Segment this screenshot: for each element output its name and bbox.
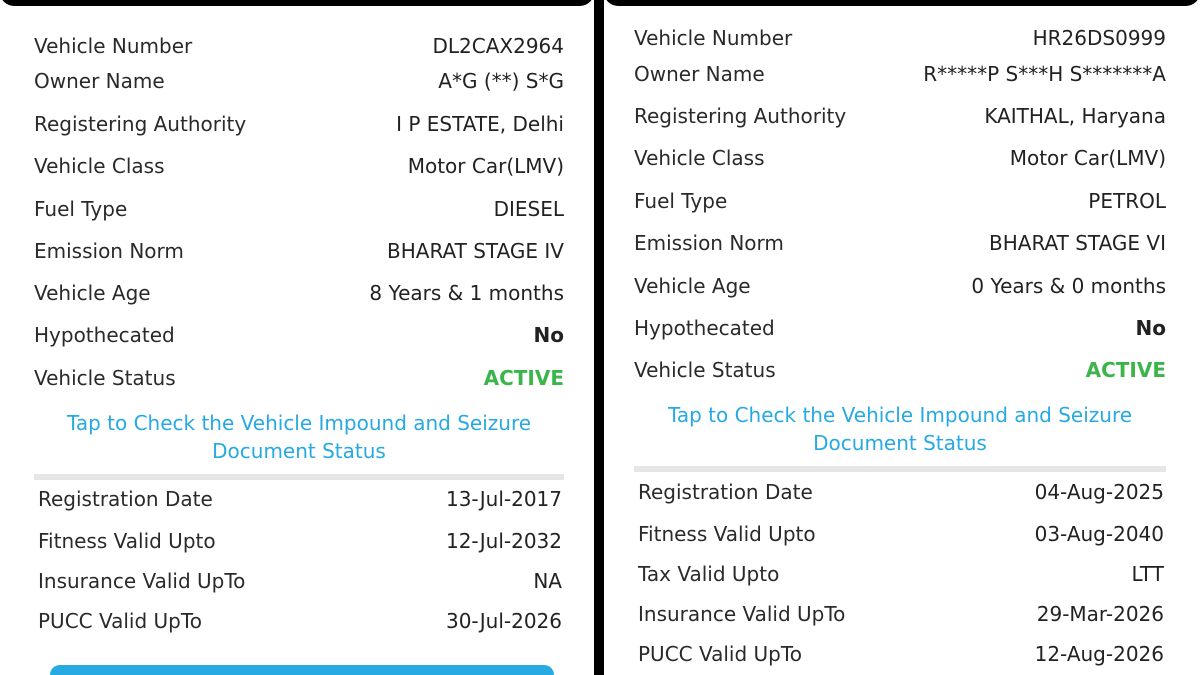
detail-label: Vehicle Status: [634, 358, 776, 382]
detail-row-vehicle-number: [34, 31, 564, 61]
impound-seizure-status-link[interactable]: [34, 409, 564, 465]
link-line-2: Document Status: [813, 431, 987, 455]
link-line-2: Document Status: [212, 439, 386, 463]
detail-value: No: [1135, 316, 1166, 340]
detail-label: Fuel Type: [634, 189, 728, 213]
detail-value: DIESEL: [493, 197, 564, 221]
detail-label: Vehicle Class: [634, 146, 765, 170]
vehicle-details-panel-right: [604, 0, 1200, 675]
detail-row-fuel-type: [34, 194, 564, 224]
vehicle-details-card: [34, 0, 564, 675]
detail-label: Owner Name: [634, 62, 765, 86]
detail-row-emission-norm: [634, 228, 1166, 258]
detail-row-vehicle-age: [634, 271, 1166, 301]
validity-label: Fitness Valid Upto: [638, 522, 816, 546]
link-line-1: Tap to Check the Vehicle Impound and Seizure: [667, 403, 1133, 427]
validity-value: 29-Mar-2026: [1036, 602, 1164, 626]
detail-label: Vehicle Class: [34, 154, 165, 178]
detail-label: Owner Name: [34, 69, 165, 93]
detail-value: DL2CAX2964: [432, 34, 564, 58]
validity-label: PUCC Valid UpTo: [38, 609, 202, 633]
detail-label: Registering Authority: [34, 112, 247, 136]
validity-label: Registration Date: [638, 480, 813, 504]
detail-row-vehicle-status: [34, 363, 564, 393]
detail-value: KAITHAL, Haryana: [984, 104, 1166, 128]
detail-row-hypothecated: [34, 320, 564, 350]
detail-label: Vehicle Number: [34, 34, 193, 58]
validity-label: Fitness Valid Upto: [38, 529, 216, 553]
detail-value: R*****P S***H S*******A: [923, 62, 1166, 86]
detail-label: Emission Norm: [34, 239, 184, 263]
validity-label: Insurance Valid UpTo: [638, 602, 846, 626]
detail-value: No: [533, 323, 564, 347]
detail-value: I P ESTATE, Delhi: [396, 112, 564, 136]
vehicle-details-card: [634, 0, 1166, 675]
detail-value: PETROL: [1088, 189, 1166, 213]
vehicle-details-panel-left: [0, 0, 594, 675]
detail-row-owner-name: [34, 66, 564, 96]
detail-row-fuel-type: [634, 186, 1166, 216]
detail-row-hypothecated: [634, 313, 1166, 343]
detail-value: A*G (**) S*G: [438, 69, 564, 93]
validity-row-fitness: [38, 526, 562, 556]
detail-value: 0 Years & 0 months: [971, 274, 1166, 298]
validity-row-insurance: [38, 566, 562, 596]
link-line-1: Tap to Check the Vehicle Impound and Seizure: [66, 411, 532, 435]
validity-row-registration-date: [38, 484, 562, 514]
validity-row-fitness: [638, 519, 1164, 549]
detail-label: Vehicle Status: [34, 366, 176, 390]
detail-row-registering-authority: [34, 109, 564, 139]
validity-value: NA: [533, 569, 562, 593]
detail-label: Vehicle Age: [34, 281, 151, 305]
validity-row-tax: [638, 559, 1164, 589]
validity-value: LTT: [1131, 562, 1164, 586]
validity-row-pucc: [638, 639, 1164, 669]
detail-label: Hypothecated: [34, 323, 175, 347]
validity-value: 30-Jul-2026: [445, 609, 562, 633]
section-divider: [634, 466, 1166, 472]
status-badge-active: ACTIVE: [1085, 358, 1166, 382]
validity-label: Registration Date: [38, 487, 213, 511]
detail-label: Fuel Type: [34, 197, 128, 221]
validity-value: 12-Aug-2026: [1034, 642, 1164, 666]
detail-row-vehicle-status: [634, 355, 1166, 385]
validity-label: Insurance Valid UpTo: [38, 569, 246, 593]
validity-value: 04-Aug-2025: [1034, 480, 1164, 504]
detail-label: Registering Authority: [634, 104, 847, 128]
bottom-action-button[interactable]: [50, 665, 554, 675]
detail-value: BHARAT STAGE IV: [387, 239, 564, 263]
detail-value: HR26DS0999: [1032, 26, 1166, 50]
validity-label: PUCC Valid UpTo: [638, 642, 802, 666]
validity-row-insurance: [638, 599, 1164, 629]
detail-value: 8 Years & 1 months: [369, 281, 564, 305]
detail-value: Motor Car(LMV): [1009, 146, 1166, 170]
detail-row-registering-authority: [634, 101, 1166, 131]
detail-label: Hypothecated: [634, 316, 775, 340]
detail-label: Vehicle Age: [634, 274, 751, 298]
detail-row-vehicle-class: [634, 143, 1166, 173]
detail-row-vehicle-age: [34, 278, 564, 308]
detail-value: Motor Car(LMV): [407, 154, 564, 178]
status-badge-active: ACTIVE: [483, 366, 564, 390]
detail-label: Emission Norm: [634, 231, 784, 255]
validity-value: 12-Jul-2032: [445, 529, 562, 553]
impound-seizure-status-link[interactable]: [634, 401, 1166, 457]
validity-value: 13-Jul-2017: [445, 487, 562, 511]
validity-row-pucc: [38, 606, 562, 636]
detail-value: BHARAT STAGE VI: [989, 231, 1166, 255]
detail-row-vehicle-class: [34, 151, 564, 181]
validity-row-registration-date: [638, 477, 1164, 507]
validity-label: Tax Valid Upto: [638, 562, 780, 586]
validity-value: 03-Aug-2040: [1034, 522, 1164, 546]
detail-row-owner-name: [634, 59, 1166, 89]
section-divider: [34, 474, 564, 480]
detail-label: Vehicle Number: [634, 26, 793, 50]
detail-row-emission-norm: [34, 236, 564, 266]
detail-row-vehicle-number: [634, 23, 1166, 53]
